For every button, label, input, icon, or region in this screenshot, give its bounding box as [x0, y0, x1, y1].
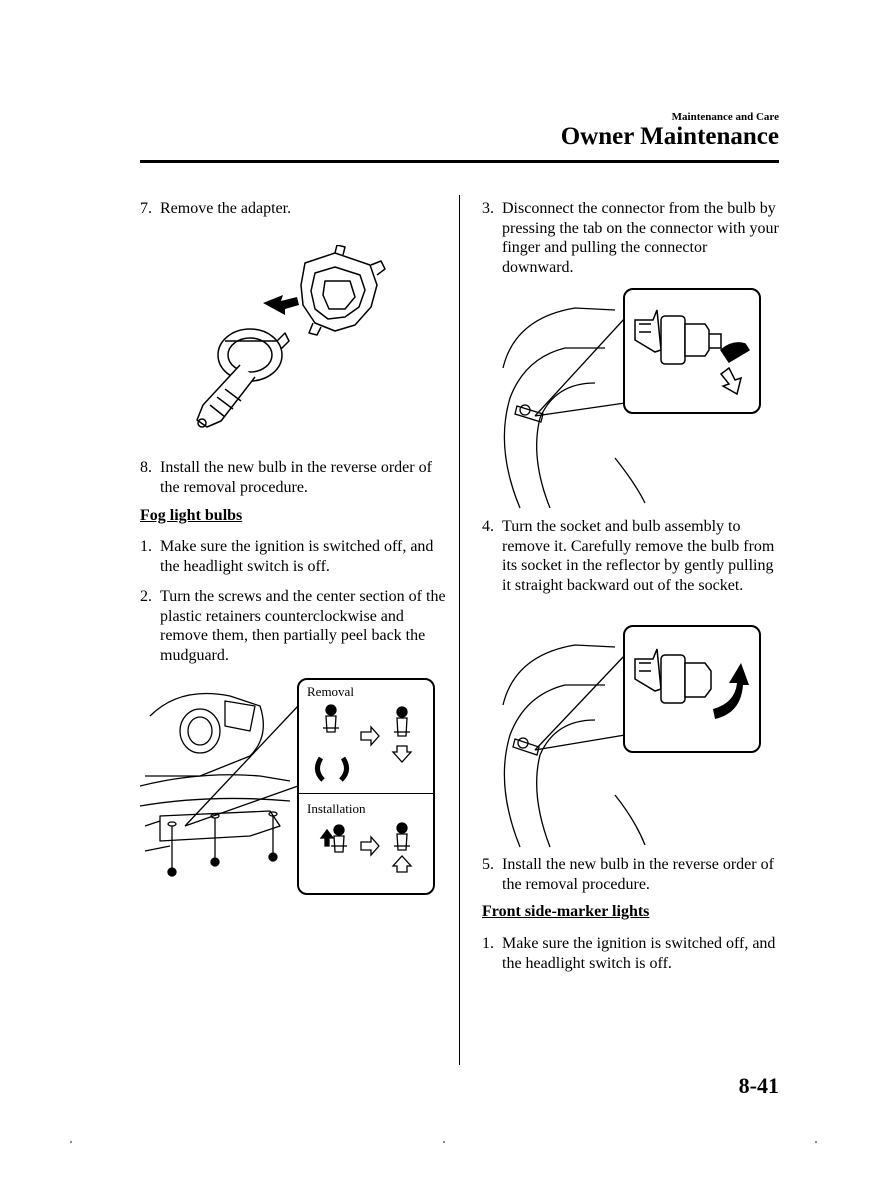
retainer-callout-box: [297, 678, 435, 895]
connector-detail-illustration: [625, 290, 759, 412]
fog-step-2: [140, 587, 450, 665]
step-number: 8.: [140, 459, 152, 476]
step-7: [140, 199, 440, 219]
crop-mark: [815, 1141, 817, 1143]
step-4: [482, 517, 782, 595]
column-divider: [459, 195, 460, 1065]
adapter-removal-figure: [185, 245, 395, 435]
step-text: Make sure the ignition is switched off, and the headlight switch is off.: [502, 935, 776, 972]
page-number: 8-41: [738, 1073, 779, 1098]
installation-label: Installation: [307, 801, 366, 816]
fog-light-heading: Fog light bulbs: [140, 507, 243, 524]
connector-removal-figure: [495, 288, 765, 510]
socket-removal-figure: [495, 625, 765, 850]
step-text: Remove the adapter.: [160, 200, 292, 217]
step-number: 1.: [482, 935, 494, 952]
adapter-removal-illustration: [185, 245, 395, 435]
step-text: Install the new bulb in the reverse order of the removal procedure.: [502, 856, 774, 893]
step-number: 5.: [482, 856, 494, 873]
section-label: Maintenance and Care: [671, 111, 779, 123]
retainer-steps-illustration: [299, 680, 433, 893]
step-text: Install the new bulb in the reverse order of the removal procedure.: [160, 459, 432, 496]
step-number: 4.: [482, 518, 494, 535]
removal-label: Removal: [307, 684, 354, 699]
connector-callout-box: [623, 288, 761, 414]
step-text: Turn the socket and bulb assembly to remove it. Carefully remove the bulb from its socket in the reflector by gently pulling it straight backward out of the socket.: [502, 518, 775, 594]
socket-callout-box: [623, 625, 761, 753]
fog-step-1: [140, 537, 450, 576]
step-3: [482, 199, 782, 277]
step-number: 2.: [140, 588, 152, 605]
step-number: 7.: [140, 200, 152, 217]
crop-mark: [443, 1141, 445, 1143]
side-marker-heading: Front side-marker lights: [482, 903, 650, 920]
retainer-figure: [140, 676, 435, 896]
side-marker-step-1: [482, 934, 782, 973]
header-rule: [140, 160, 779, 163]
crop-mark: [70, 1141, 72, 1143]
step-text: Disconnect the connector from the bulb by pressing the tab on the connector with your finger and pulling the connector downward.: [502, 200, 779, 276]
page-title: Owner Maintenance: [560, 123, 779, 150]
step-5: [482, 855, 782, 894]
step-text: Make sure the ignition is switched off, and the headlight switch is off.: [160, 538, 434, 575]
step-8: [140, 458, 450, 497]
step-number: 1.: [140, 538, 152, 555]
step-number: 3.: [482, 200, 494, 217]
socket-detail-illustration: [625, 627, 759, 751]
step-text: Turn the screws and the center section of the plastic retainers counterclockwise and remove them, then partially peel back the mudguard.: [160, 588, 446, 664]
